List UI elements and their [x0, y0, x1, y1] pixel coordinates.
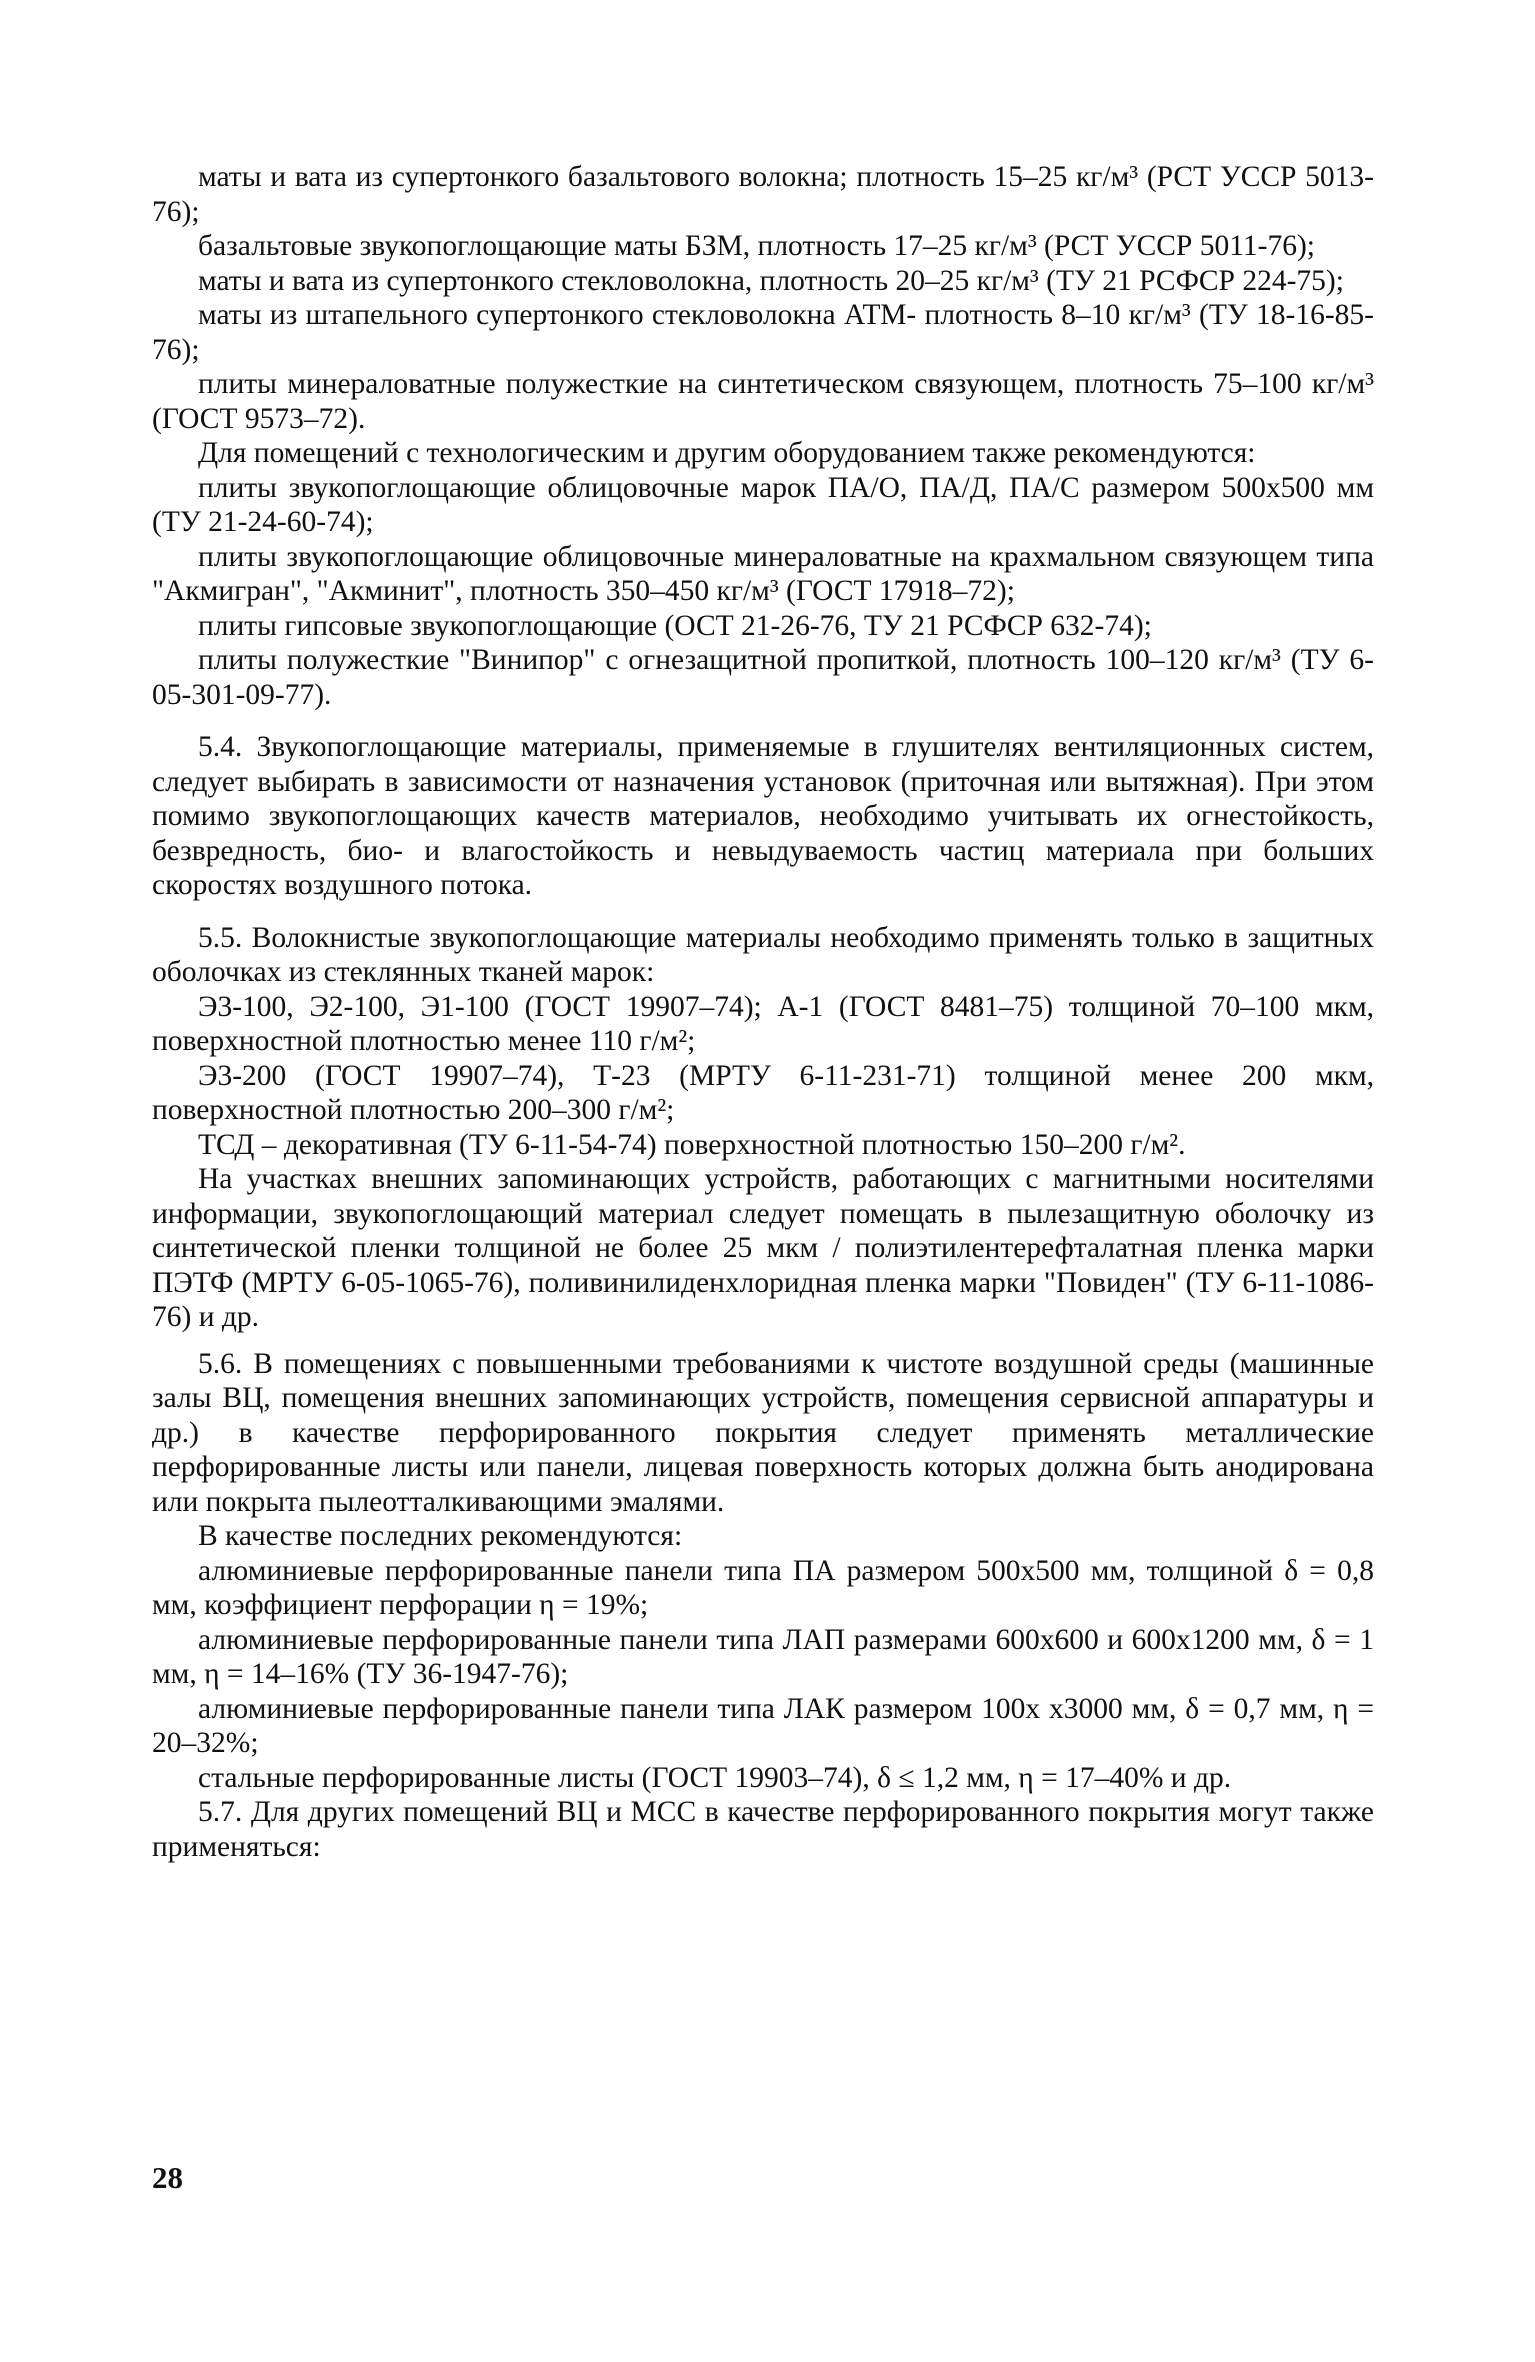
section-5-7: 5.7. Для других помещений ВЦ и МСС в качестве перфорированного покрытия могут также применяться:: [152, 1796, 1374, 1863]
paragraph: Э3-200 (ГОСТ 19907–74), Т-23 (МРТУ 6-11-231-71) толщиной менее 200 мкм, поверхностной плотностью 200–300 г/м²;: [152, 1059, 1374, 1126]
paragraph: стальные перфорированные листы (ГОСТ 19903–74), δ ≤ 1,2 мм, η = 17–40% и др.: [198, 1761, 1232, 1794]
page-number: 28: [152, 2160, 183, 2195]
paragraph: Для помещений с технологическим и другим оборудованием также рекомендуются:: [198, 437, 1256, 469]
section-5-4: 5.4. Звукопоглощающие материалы, применяемые в глушителях вентиляционных систем, следует выбирать в зависимости от назначения установок (приточная или вытяжная). При этом помимо звукопоглощающих качеств материалов, необходимо учитывать их огнестойкость, безвредность, био- и влагостойкость и невыдуваемость частиц материала при больших скоростях воздушного потока.: [152, 731, 1374, 901]
paragraph: плиты звукопоглощающие облицовочные минераловатные на крахмальном связующем типа "Акмигран", "Акминит", плотность 350–450 кг/м³ (ГОСТ 17918–72);: [152, 540, 1374, 607]
paragraph: алюминиевые перфорированные панели типа ПА размером 500x500 мм, толщиной δ = 0,8 мм, коэффициент перфорации η = 19%;: [152, 1554, 1374, 1621]
paragraph: алюминиевые перфорированные панели типа ЛАК размером 100x x3000 мм, δ = 0,7 мм, η = 20–32%;: [152, 1692, 1374, 1759]
section-5-5: 5.5. Волокнистые звукопоглощающие материалы необходимо применять только в защитных оболочках из стеклянных тканей марок:: [152, 921, 1374, 988]
paragraph: маты из штапельного супертонкого стекловолокна АТМ- плотность 8–10 кг/м³ (ТУ 18-16-85-76);: [152, 299, 1374, 366]
paragraph: плиты полужесткие "Винипор" с огнезащитной пропиткой, плотность 100–120 кг/м³ (ТУ 6-05-301-09-77).: [152, 644, 1374, 711]
paragraph: плиты минераловатные полужесткие на синтетическом связующем, плотность 75–100 кг/м³ (ГОСТ 9573–72).: [152, 368, 1374, 435]
paragraph: плиты звукопоглощающие облицовочные марок ПА/О, ПА/Д, ПА/С размером 500x500 мм (ТУ 21-24-60-74);: [152, 471, 1374, 538]
paragraph: маты и вата из супертонкого стекловолокна, плотность 20–25 кг/м³ (ТУ 21 РСФСР 224-75);: [198, 264, 1344, 297]
section-5-6: 5.6. В помещениях с повышенными требованиями к чистоте воздушной среды (машинные залы ВЦ, помещения внешних запоминающих устройств, помещения сервисной аппаратуры и др.) в качестве перфорированного покрытия следует применять металлические перфорированные листы или панели, лицевая поверхность которых должна быть анодирована или покрыта пылеотталкивающими эмалями.: [152, 1347, 1374, 1518]
document-body: [152, 160, 1374, 1864]
paragraph: Э3-100, Э2-100, Э1-100 (ГОСТ 19907–74); А-1 (ГОСТ 8481–75) толщиной 70–100 мкм, поверхностной плотностью менее 110 г/м²;: [152, 990, 1374, 1057]
paragraph: В качестве последних рекомендуются:: [198, 1520, 683, 1552]
paragraph: На участках внешних запоминающих устройств, работающих с магнитными носителями информации, звукопоглощающий материал следует помещать в пылезащитную оболочку из синтетической пленки толщиной не более 25 мкм / полиэтилентерефталатная пленка марки ПЭТФ (МРТУ 6-05-1065-76), поливинилиденхлоридная пленка марки "Повиден" (ТУ 6-11-1086-76) и др.: [152, 1163, 1374, 1333]
paragraph: алюминиевые перфорированные панели типа ЛАП размерами 600x600 и 600x1200 мм, δ = 1 мм, η = 14–16% (ТУ 36-1947-76);: [152, 1623, 1374, 1690]
paragraph: ТСД – декоративная (ТУ 6-11-54-74) поверхностной плотностью 150–200 г/м².: [198, 1128, 1186, 1161]
paragraph: маты и вата из супертонкого базальтового волокна; плотность 15–25 кг/м³ (РСТ УССР 5013-76);: [152, 161, 1374, 228]
paragraph: плиты гипсовые звукопоглощающие (ОСТ 21-26-76, ТУ 21 РСФСР 632-74);: [198, 609, 1152, 642]
paragraph: базальтовые звукопоглощающие маты БЗМ, плотность 17–25 кг/м³ (РСТ УССР 5011-76);: [198, 230, 1315, 262]
